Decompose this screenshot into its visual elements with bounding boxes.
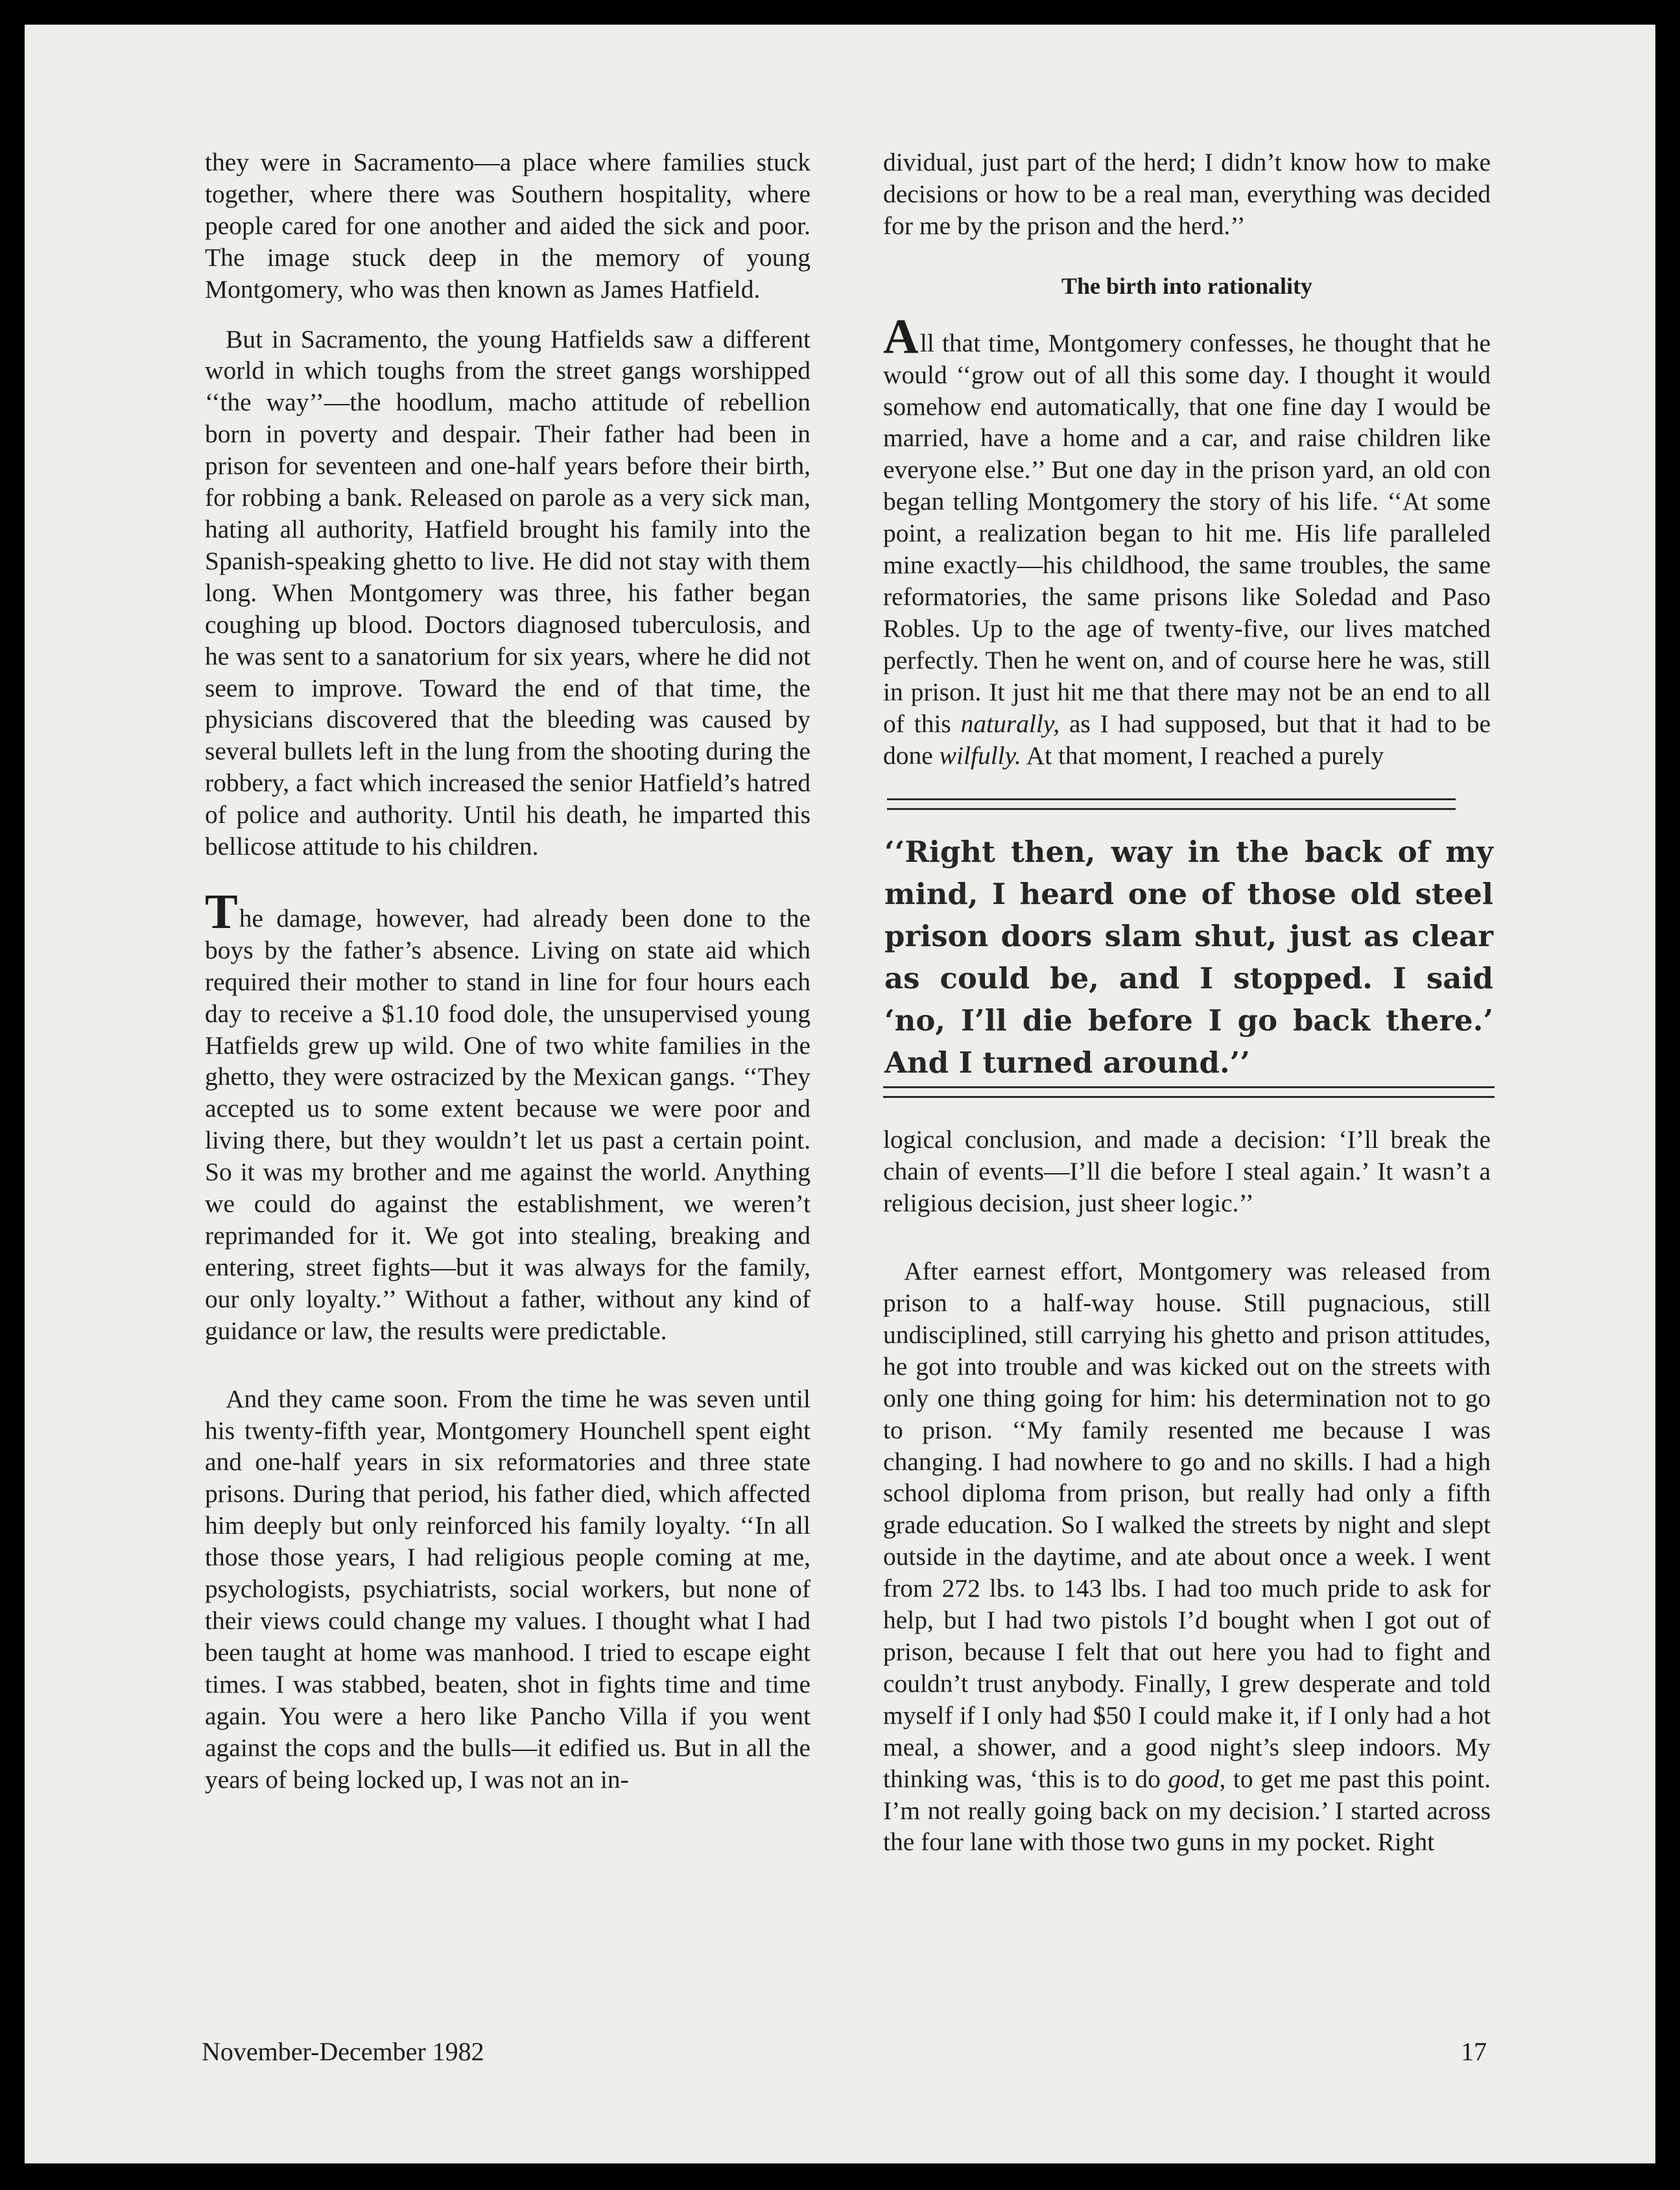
paragraph-text: After earnest effort, Montgomery was released from prison to a half-way house. Still pugnacious, still undisciplined, still carrying his ghetto and prison attitudes, he got into trouble and was kicked out on the streets with only one thing going for him: his determination not to go to prison. ‘‘My family resented me because I was changing. I had nowhere to go and no skills. I had a high school diploma from prison, but really had only a fifth grade education. So I walked the streets by night and slept outside in the daytime, and ate about once a week. I went from 272 lbs. to 143 lbs. I had too much pride to ask for help, but I had two pistols I’d bought when I got out of prison, because I felt that out here you had to fight and couldn’t trust anybody. Finally, I grew desperate and told myself if I only had $50 I could make it, if I only had a hot meal, a shower, and a good night’s sleep indoors. My thinking was, ‘this is to do [883, 1257, 1491, 1793]
pull-quote-bottom-rule [883, 1086, 1495, 1098]
pull-quote [883, 798, 1495, 1098]
right-column [883, 147, 1491, 1876]
paragraph-dropcap [205, 884, 810, 1347]
page-number: 17 [1461, 2037, 1487, 2066]
paragraph-dropcap [883, 309, 1491, 772]
paragraph-text: to get me past this point. I’m not really going back on my decision.’ I started across the four lane with those two guns in my pocket. Right [883, 1764, 1491, 1857]
drop-cap: A [883, 309, 919, 364]
issue-date: November-December 1982 [202, 2037, 484, 2066]
paragraph: dividual, just part of the herd; I didn’t know how to make decisions or how to be a real man, everything was decided for me by the prison and the herd.’’ [883, 148, 1491, 240]
pull-quote-text: ‘‘Right then, way in the back of my mind, I heard one of those old steel prison doors slam shut, just as clear as could be, and I stopped. I said ‘no, I’ll die before I go back there.’ And I turned around.’’ [884, 835, 1493, 1080]
paragraph-text: he damage, however, had already been done to the boys by the father’s absence. Living on state aid which required their mother to stand in line for four hours each day to receive a $1.10 food dole, the unsupervised young Hatfields grew up wild. One of two white families in the ghetto, they were ostracized by the Mexican gangs. ‘‘They accepted us to some extent because we were poor and living there, but they wouldn’t let us past a certain point. So it was my brother and me against the world. Anything we could do against the establishment, we weren’t reprimanded for it. We got into stealing, breaking and entering, street fights—but it was always for the family, our only loyalty.’’ Without a father, without any kind of guidance or law, the results were predictable. [205, 903, 810, 1345]
section-heading: The birth into rationality [1061, 272, 1313, 299]
paragraph: And they came soon. From the time he was seven until his twenty-fifth year, Montgomery Hounchell spent eight and one-half years in six reformatories and three state prisons. During that period, his father died, which affected him deeply but only reinforced his family loyalty. ‘‘In all those those years, I had religious people coming at me, psychologists, psychiatrists, social workers, but none of their views could change my values. I thought what I had been taught at home was manhood. I tried to escape eight times. I was stabbed, beaten, shot in fights time and time again. You were a hero like Pancho Villa if you went against the cops and the bulls—it edified us. But in all the years of being locked up, I was not an in- [205, 1384, 810, 1794]
drop-cap: T [205, 884, 238, 939]
paragraph-text: ll that time, Montgomery confesses, he thought that he would ‘‘grow out of all this some day. I thought it would somehow end automatically, that one fine day I would be married, have a home and a car, and raise children like everyone else.’’ But one day in the prison yard, an old con began telling Montgomery the story of his life. ‘‘At some point, a realization began to hit me. His life paralleled mine exactly—his childhood, the same troubles, the same reformatories, the same prisons like Soledad and Paso Robles. Up to the age of twenty-five, our lives matched perfectly. Then he went on, and of course here he was, still in prison. It just hit me that there may not be an end to all of this [883, 328, 1491, 738]
paragraph: But in Sacramento, the young Hatfields saw a different world in which toughs from the street gangs worshipped ‘‘the way’’—the hoodlum, macho attitude of rebellion born in poverty and despair. Their father had been in prison for seventeen and one-half years before their birth, for robbing a bank. Released on parole as a very sick man, hating all authority, Hatfield brought his family into the Spanish-speaking ghetto to live. He did not stay with them long. When Montgomery was three, his father began coughing up blood. Doctors diagnosed tuberculosis, and he was sent to a sanatorium for six years, where he did not seem to improve. Toward the end of that time, the physicians discovered that the bleeding was caused by several bullets left in the lung from the shooting during the robbery, a fact which increased the senior Hatfield’s hatred of police and authority. Until his death, he imparted this bellicose attitude to his children. [205, 324, 810, 861]
italic-text: good, [1168, 1764, 1226, 1793]
pull-quote-top-rule [887, 798, 1456, 810]
italic-text: naturally, [960, 709, 1060, 738]
italic-text: wilfully. [939, 741, 1021, 770]
paragraph: they were in Sacramento—a place where families stuck together, where there was Southern hospitality, where people cared for one another and aided the sick and poor. The image stuck deep in the memory of young Montgomery, who was then known as James Hatfield. [205, 148, 810, 304]
magazine-page [25, 25, 1655, 2163]
paragraph: logical conclusion, and made a decision: ‘I’ll break the chain of events—I’ll die before I steal again.’ It wasn’t a religious decision, just sheer logic.’’ [883, 1125, 1491, 1218]
left-column [205, 147, 810, 1813]
paragraph-text: as I had supposed, but that it had to be done [883, 709, 1491, 770]
paragraph-text: At that moment, I reached a purely [1021, 741, 1384, 770]
paragraph [883, 1256, 1491, 1858]
